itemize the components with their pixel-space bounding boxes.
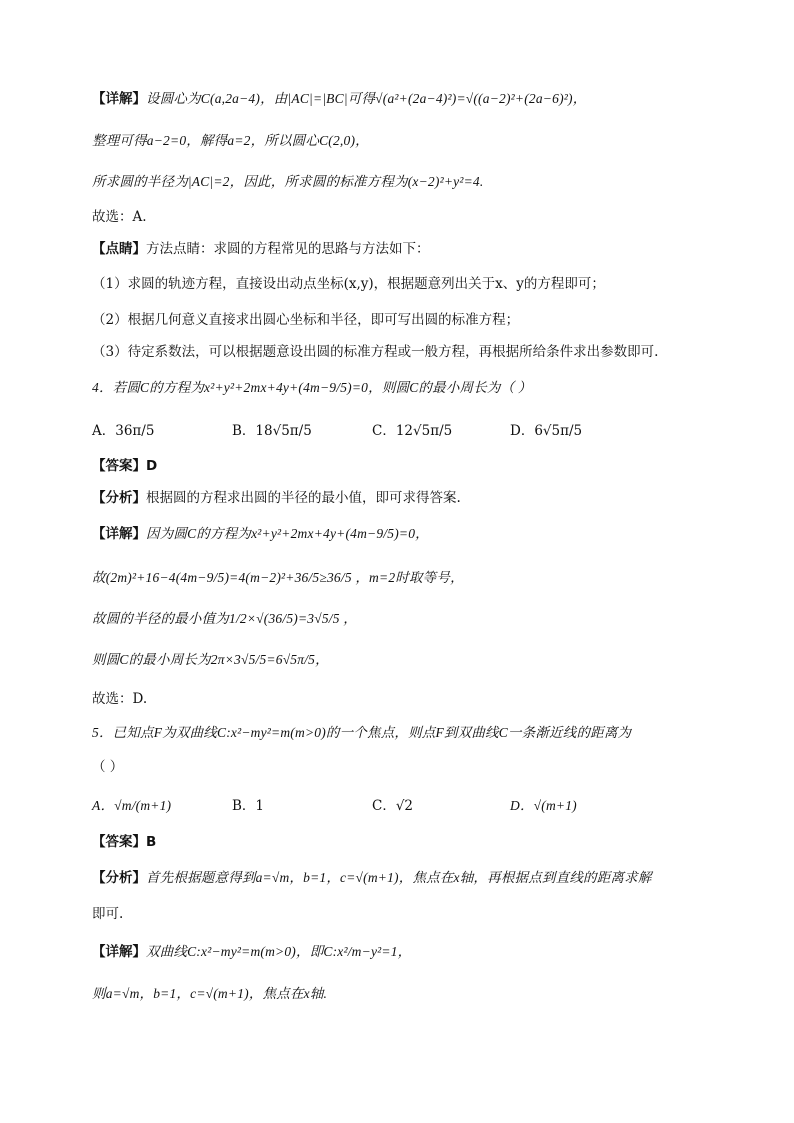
- q4-answer: [92, 455, 714, 477]
- option-text: B．18√5π/5: [232, 423, 312, 439]
- line-text: 即可.: [92, 906, 124, 922]
- q5-answer: [92, 831, 714, 853]
- line-text: 故(2m)²+16−4(4m−9/5)=4(m−2)²+36/5≥36/5 ，m=2时取等号，: [92, 570, 464, 585]
- line-text: 4．若圆C的方程为x²+y²+2mx+4y+(4m−9/5)=0，则圆C的最小周长为（ ）: [92, 380, 532, 395]
- option-text: D．√(m+1): [510, 798, 577, 813]
- line-text: 5．已知点F为双曲线C:x²−my²=m(m>0)的一个焦点，则点F到双曲线C一条渐近线的距离为: [92, 725, 632, 740]
- line-text: （ ）: [92, 759, 124, 775]
- line-tag: 【分析】: [92, 870, 146, 886]
- line-text: （3）待定系数法，可以根据题意设出圆的标准方程或一般方程，再根据所给条件求出参数即可.: [92, 344, 659, 360]
- q5-detail-1: [92, 941, 714, 963]
- q5-detail-2: [92, 983, 714, 1005]
- line-text: 【答案】D: [92, 458, 158, 474]
- q4-option-c: [372, 420, 452, 442]
- q5-stem-paren: [92, 756, 714, 778]
- option-text: C．√2: [372, 798, 414, 814]
- line-text: （1）求圆的轨迹方程，直接设出动点坐标(x,y)，根据题意列出关于x、y的方程即可；: [92, 276, 605, 292]
- q4-detail-1: [92, 523, 714, 545]
- q4-detail-4: [92, 649, 714, 671]
- line-text: 首先根据题意得到a=√m，b=1，c=√(m+1)，焦点在x轴，再根据点到直线的距离求解: [146, 870, 652, 885]
- line-tag: 【点睛】: [92, 241, 146, 257]
- line-2: [92, 130, 714, 152]
- q4-detail-2: [92, 567, 714, 589]
- line-8: [92, 341, 714, 363]
- line-text: 根据圆的方程求出圆的半径的最小值，即可求得答案.: [146, 490, 461, 506]
- line-text: 因为圆C的方程为x²+y²+2mx+4y+(4m−9/5)=0，: [146, 526, 429, 541]
- line-text: 方法点睛：求圆的方程常见的思路与方法如下：: [146, 241, 430, 257]
- line-text: 故选：A.: [92, 209, 147, 225]
- q4-option-d: [510, 420, 582, 442]
- line-tag: 【详解】: [92, 91, 146, 107]
- line-text: 双曲线C:x²−my²=m(m>0)，即C:x²/m−y²=1，: [146, 944, 412, 959]
- line-text: 整理可得a−2=0，解得a=2，所以圆心C(2,0)，: [92, 133, 369, 148]
- line-text: 则a=√m，b=1，c=√(m+1)，焦点在x轴.: [92, 986, 328, 1001]
- q4-choice: [92, 688, 714, 710]
- q5-option-c: [372, 795, 413, 817]
- line-text: 故选：D.: [92, 691, 148, 707]
- option-text: A．√m/(m+1): [92, 798, 172, 813]
- q4-stem: [92, 377, 714, 399]
- line-5: [92, 238, 714, 260]
- q5-stem: [92, 722, 714, 744]
- line-tag: 【详解】: [92, 526, 146, 542]
- q5-analysis-2: [92, 903, 714, 925]
- line-text: 故圆的半径的最小值为1/2×√(36/5)=3√5/5 ，: [92, 611, 357, 626]
- q4-option-a: [92, 420, 154, 442]
- q4-option-b: [232, 420, 312, 442]
- line-text: 设圆心为C(a,2a−4)，由|AC|=|BC|可得√(a²+(2a−4)²)=√((a−2)²+(2a−6)²)，: [146, 91, 587, 106]
- option-text: B．1: [232, 798, 265, 814]
- line-3: [92, 171, 714, 193]
- line-4: [92, 206, 714, 228]
- q5-option-b: [232, 795, 264, 817]
- line-7: [92, 309, 714, 331]
- line-1: [92, 88, 714, 110]
- q4-analysis: [92, 487, 714, 509]
- line-6: [92, 273, 714, 295]
- q5-option-a: [92, 795, 171, 817]
- q5-option-d: [510, 795, 577, 817]
- option-text: D．6√5π/5: [510, 423, 583, 439]
- line-text: 则圆C的最小周长为2π×3√5/5=6√5π/5，: [92, 652, 329, 667]
- line-text: 【答案】B: [92, 834, 157, 850]
- q5-analysis-1: [92, 867, 714, 889]
- line-tag: 【分析】: [92, 490, 146, 506]
- line-text: 所求圆的半径为|AC|=2，因此，所求圆的标准方程为(x−2)²+y²=4.: [92, 174, 484, 189]
- q4-detail-3: [92, 608, 714, 630]
- line-tag: 【详解】: [92, 944, 146, 960]
- line-text: （2）根据几何意义直接求出圆心坐标和半径，即可写出圆的标准方程；: [92, 312, 520, 328]
- option-text: C．12√5π/5: [372, 423, 453, 439]
- option-text: A．36π/5: [92, 423, 155, 439]
